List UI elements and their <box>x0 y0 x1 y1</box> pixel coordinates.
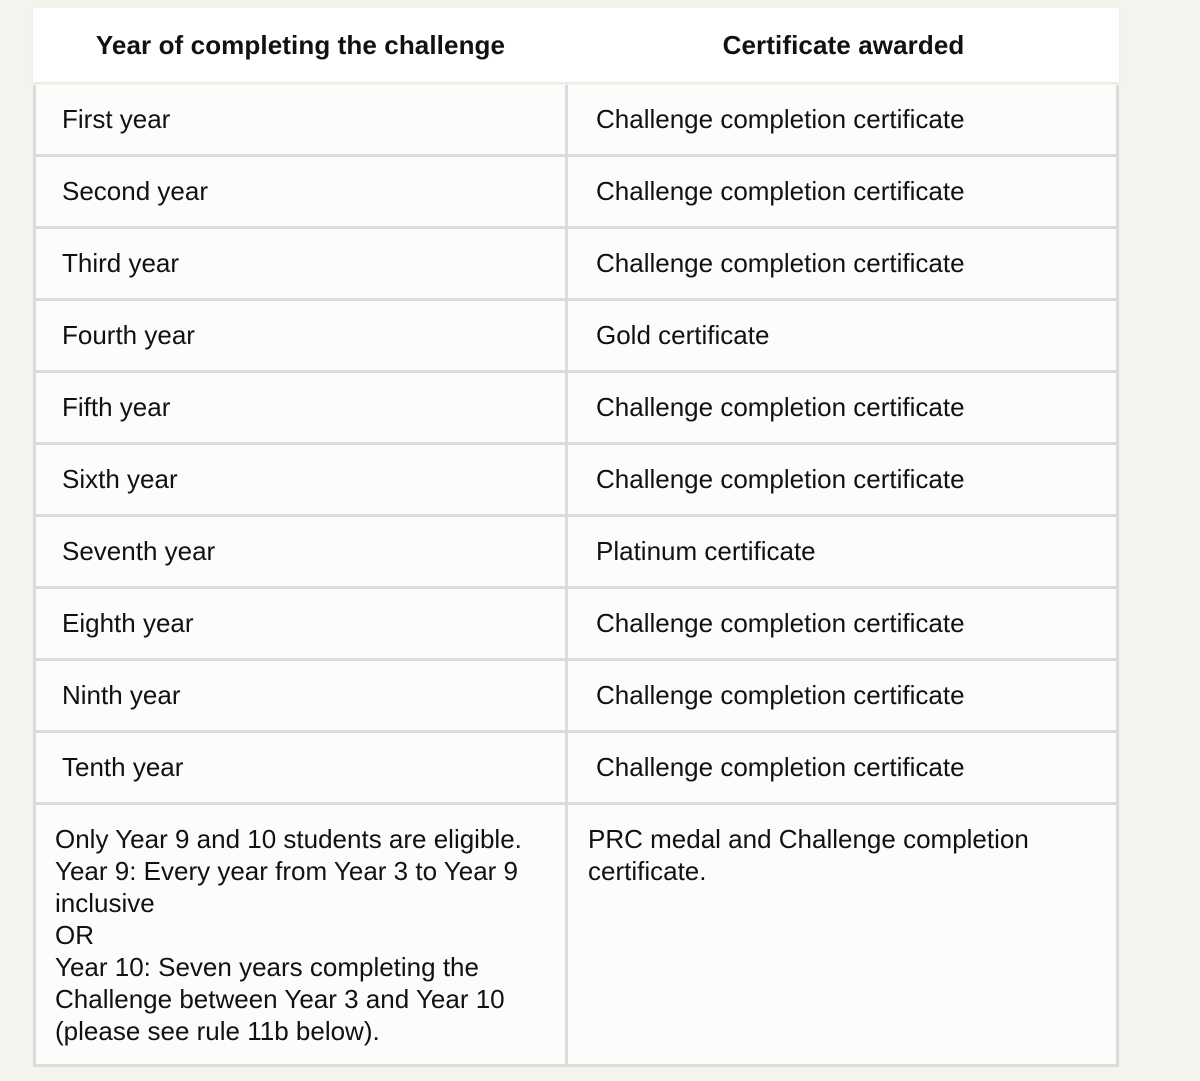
year-cell: Ninth year <box>36 661 568 730</box>
certificate-cell: Challenge completion certificate <box>596 608 965 638</box>
year-cell: Fifth year <box>36 373 568 442</box>
medal-cell: PRC medal and Challenge completion certificate. <box>588 824 1029 886</box>
year-cell: Second year <box>36 157 568 226</box>
year-cell: Eighth year <box>36 589 568 658</box>
header-year: Year of completing the challenge <box>95 29 506 60</box>
certificate-cell: Challenge completion certificate <box>596 392 965 422</box>
certificate-cell: Challenge completion certificate <box>596 104 965 134</box>
eligibility-cell: Only Year 9 and 10 students are eligible. Year 9: Every year from Year 3 to Year 9 inclusive OR Year 10: Seven years completing the Challenge between Year 3 and Year 10 (please see rule 11b below). <box>36 805 568 1064</box>
year-cell: Third year <box>36 229 568 298</box>
table-row <box>36 658 1116 730</box>
certificate-cell: Gold certificate <box>596 320 770 350</box>
year-cell: Seventh year <box>36 517 568 586</box>
year-cell: Sixth year <box>36 445 568 514</box>
table-row <box>36 154 1116 226</box>
table-header-row <box>33 8 1119 82</box>
year-cell: Fourth year <box>36 301 568 370</box>
year-cell: Tenth year <box>36 733 568 802</box>
table-row <box>36 370 1116 442</box>
certificate-cell: Challenge completion certificate <box>596 752 965 782</box>
table-row <box>36 514 1116 586</box>
certificate-cell: Challenge completion certificate <box>596 680 965 710</box>
table-row <box>36 226 1116 298</box>
table-row <box>36 442 1116 514</box>
table-row <box>36 85 1116 154</box>
year-cell: First year <box>36 85 568 154</box>
table-row-eligibility <box>36 802 1116 1064</box>
certificate-cell: Challenge completion certificate <box>596 464 965 494</box>
table-row <box>36 298 1116 370</box>
certificate-cell: Challenge completion certificate <box>596 248 965 278</box>
certificate-table <box>33 8 1119 1067</box>
table-row <box>36 586 1116 658</box>
certificate-cell: Challenge completion certificate <box>596 176 965 206</box>
table-body <box>33 85 1119 1067</box>
certificate-cell: Platinum certificate <box>596 536 816 566</box>
header-certificate: Certificate awarded <box>722 29 965 60</box>
table-row <box>36 730 1116 802</box>
